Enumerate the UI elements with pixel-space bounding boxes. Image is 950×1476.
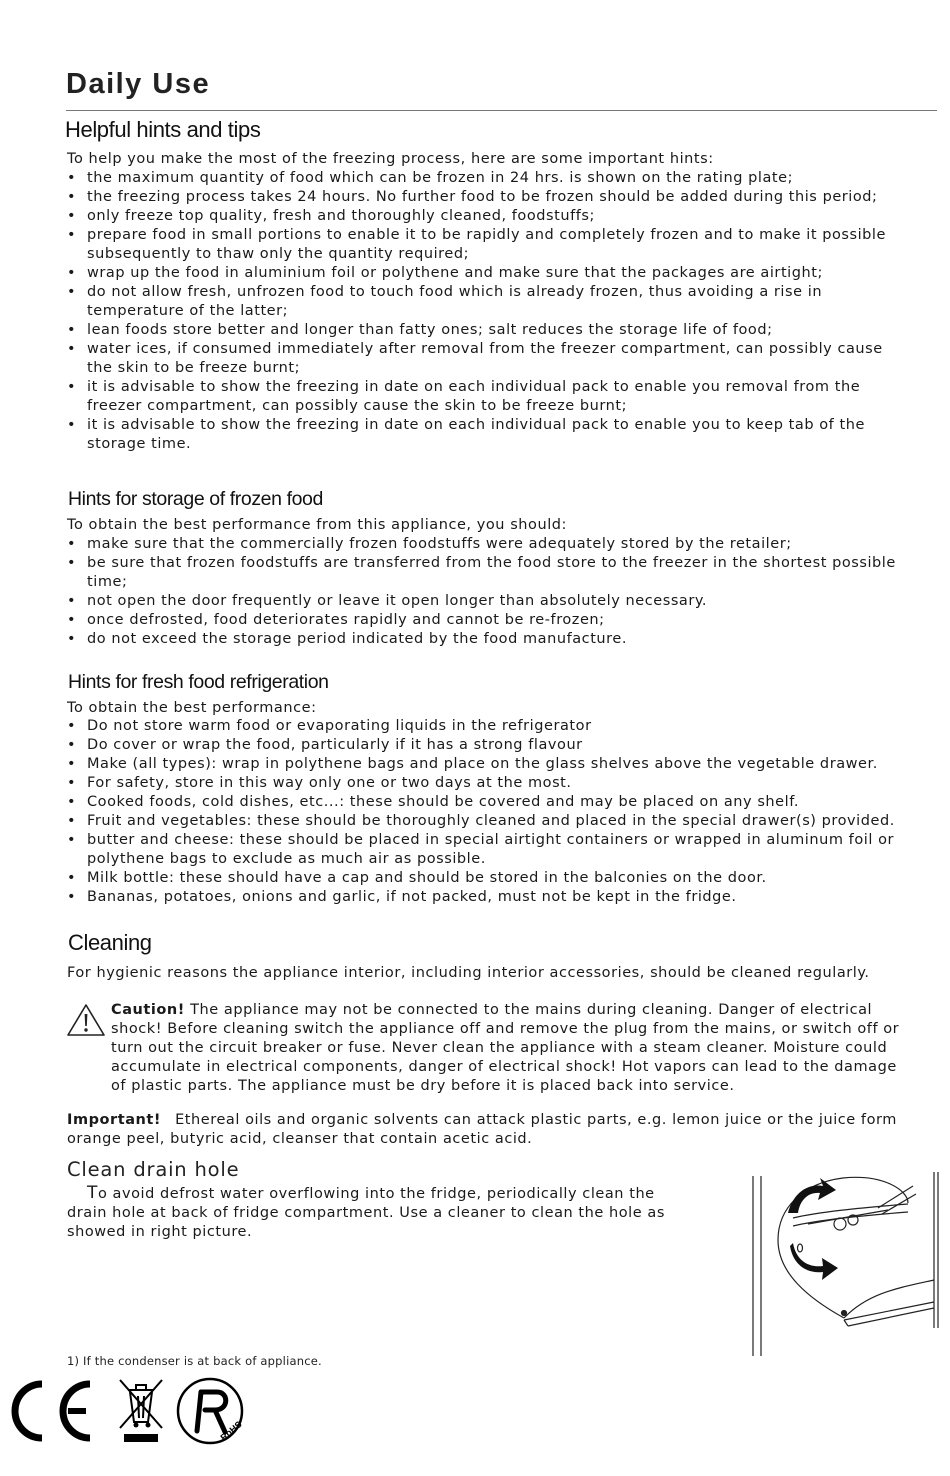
list-item <box>67 378 886 397</box>
list-item-text: Milk bottle: these should have a cap and should be stored in the balconies on the door. <box>87 870 767 886</box>
bullet-icon: • <box>67 631 77 647</box>
bullet-icon: • <box>67 170 77 186</box>
list-item-text: make sure that the commercially frozen foodstuffs were adequately stored by the retailer; <box>87 536 792 552</box>
bullet-icon: • <box>67 227 77 243</box>
important-line: Ethereal oils and organic solvents can attack plastic parts, e.g. lemon juice or the juice form <box>175 1112 897 1128</box>
list-item-text: storage time. <box>87 436 192 452</box>
list-item-continuation <box>67 435 886 454</box>
important-note <box>67 1111 897 1149</box>
list-item-text: prepare food in small portions to enable it to be rapidly and completely frozen and to make it possible <box>87 227 886 243</box>
list-item-text: the skin to be freeze burnt; <box>87 360 301 376</box>
bullet-icon: • <box>67 889 77 905</box>
list-item <box>67 226 886 245</box>
list-item-continuation <box>67 397 886 416</box>
list-item-text: Make (all types): wrap in polythene bags and place on the glass shelves above the vegetable drawer. <box>87 756 878 772</box>
list-item <box>67 321 886 340</box>
list-item <box>67 264 886 283</box>
helpful-list <box>67 169 886 454</box>
list-item <box>67 535 896 554</box>
drain-line: drain hole at back of fridge compartment. Use a cleaner to clean the hole as <box>67 1205 665 1221</box>
page-title: Daily Use <box>66 68 211 100</box>
list-item-text: time; <box>87 574 128 590</box>
list-item-text: water ices, if consumed immediately after removal from the freezer compartment, can possibly cause <box>87 341 883 357</box>
list-item-text: it is advisable to show the freezing in date on each individual pack to enable you to keep tab of the <box>87 417 865 433</box>
bullet-icon: • <box>67 417 77 433</box>
bullet-icon: • <box>67 379 77 395</box>
ce-mark-logo <box>6 1378 98 1444</box>
list-item <box>67 888 895 907</box>
list-item-text: do not allow fresh, unfrozen food to touch food which is already frozen, thus avoiding a rise in <box>87 284 823 300</box>
list-item <box>67 717 895 736</box>
list-item-text: once defrosted, food deteriorates rapidly and cannot be re-frozen; <box>87 612 605 628</box>
section-heading-storage: Hints for storage of frozen food <box>68 488 323 510</box>
bullet-icon: • <box>67 737 77 753</box>
section-heading-helpful: Helpful hints and tips <box>65 117 261 142</box>
list-item-text: Do cover or wrap the food, particularly if it has a strong flavour <box>87 737 583 753</box>
list-item-text: only freeze top quality, fresh and thoroughly cleaned, foodstuffs; <box>87 208 595 224</box>
list-item-text: temperature of the latter; <box>87 303 289 319</box>
important-label: Important! <box>67 1112 162 1128</box>
list-item-text: wrap up the food in aluminium foil or polythene and make sure that the packages are airtight; <box>87 265 823 281</box>
list-item-text: be sure that frozen foodstuffs are transferred from the food store to the freezer in the shortest possible <box>87 555 896 571</box>
list-item <box>67 812 895 831</box>
list-item <box>67 340 886 359</box>
fresh-list <box>67 717 895 907</box>
bullet-icon: • <box>67 775 77 791</box>
helpful-intro: To help you make the most of the freezing process, here are some important hints: <box>67 151 714 167</box>
bullet-icon: • <box>67 189 77 205</box>
list-item <box>67 169 886 188</box>
list-item <box>67 592 896 611</box>
list-item-continuation <box>67 245 886 264</box>
bullet-icon: • <box>67 718 77 734</box>
title-divider <box>66 110 937 111</box>
list-item <box>67 774 895 793</box>
bullet-icon: • <box>67 756 77 772</box>
cleaning-intro: For hygienic reasons the appliance interior, including interior accessories, should be cleaned regularly. <box>67 965 870 981</box>
list-item <box>67 793 895 812</box>
list-item-text: lean foods store better and longer than fatty ones; salt reduces the storage life of food; <box>87 322 773 338</box>
list-item-text: butter and cheese: these should be placed in special airtight containers or wrapped in aluminum foil or <box>87 832 894 848</box>
caution-line: shock! Before cleaning switch the appliance off and remove the plug from the mains, or switch off or <box>111 1021 900 1037</box>
list-item-text: Cooked foods, cold dishes, etc...: these should be covered and may be placed on any shelf. <box>87 794 799 810</box>
list-item <box>67 416 886 435</box>
list-item <box>67 736 895 755</box>
list-item <box>67 869 895 888</box>
list-item <box>67 207 886 226</box>
bullet-icon: • <box>67 612 77 628</box>
section-heading-cleaning: Cleaning <box>68 930 152 955</box>
drain-line: showed in right picture. <box>67 1224 253 1240</box>
list-item-text: do not exceed the storage period indicated by the food manufacture. <box>87 631 627 647</box>
bullet-icon: • <box>67 536 77 552</box>
list-item-text: the freezing process takes 24 hours. No further food to be frozen should be added during this period; <box>87 189 878 205</box>
footnote: 1) If the condenser is at back of appliance. <box>67 1354 322 1368</box>
bullet-icon: • <box>67 870 77 886</box>
bullet-icon: • <box>67 322 77 338</box>
caution-line: turn out the circuit breaker or fuse. Never clean the appliance with a steam cleaner. Moisture could <box>111 1040 888 1056</box>
rohs-logo <box>175 1376 247 1446</box>
fresh-intro: To obtain the best performance: <box>67 700 317 716</box>
drain-text <box>67 1184 665 1242</box>
caution-line: accumulate in electrical components, danger of electrical shock! Hot vapors can lead to the damage <box>111 1059 897 1075</box>
drain-cleaning-illustration <box>748 1168 940 1360</box>
list-item <box>67 611 896 630</box>
list-item <box>67 630 896 649</box>
list-item <box>67 283 886 302</box>
list-item <box>67 188 886 207</box>
caution-line: The appliance may not be connected to the mains during cleaning. Danger of electrical <box>190 1002 873 1018</box>
list-item-continuation <box>67 573 896 592</box>
section-heading-fresh: Hints for fresh food refrigeration <box>68 671 329 693</box>
drain-line: o avoid defrost water overflowing into the fridge, periodically clean the <box>97 1186 655 1202</box>
bullet-icon: • <box>67 794 77 810</box>
bullet-icon: • <box>67 341 77 357</box>
list-item-text: Bananas, potatoes, onions and garlic, if not packed, must not be kept in the fridge. <box>87 889 737 905</box>
list-item-continuation <box>67 302 886 321</box>
drain-first-letter: T <box>87 1183 98 1203</box>
storage-intro: To obtain the best performance from this appliance, you should: <box>67 517 567 533</box>
list-item-text: For safety, store in this way only one or two days at the most. <box>87 775 572 791</box>
storage-list <box>67 535 896 649</box>
important-line: orange peel, butyric acid, cleanser that contain acetic acid. <box>67 1131 533 1147</box>
list-item-continuation <box>67 359 886 378</box>
bullet-icon: • <box>67 265 77 281</box>
bullet-icon: • <box>67 555 77 571</box>
bullet-icon: • <box>67 832 77 848</box>
bullet-icon: • <box>67 284 77 300</box>
rohs-text: RoHS <box>218 1419 244 1443</box>
list-item-text: subsequently to thaw only the quantity required; <box>87 246 470 262</box>
caution-label: Caution! <box>111 1002 185 1018</box>
list-item-continuation <box>67 850 895 869</box>
list-item-text: it is advisable to show the freezing in date on each individual pack to enable you removal from the <box>87 379 861 395</box>
caution-line: of plastic parts. The appliance must be dry before it is placed back into service. <box>111 1078 735 1094</box>
weee-crossed-bin-icon <box>116 1374 166 1444</box>
list-item <box>67 554 896 573</box>
list-item-text: Do not store warm food or evaporating liquids in the refrigerator <box>87 718 592 734</box>
list-item <box>67 831 895 850</box>
drain-heading: Clean drain hole <box>67 1158 240 1181</box>
caution-text <box>111 1001 899 1096</box>
list-item-text: polythene bags to exclude as much air as possible. <box>87 851 486 867</box>
list-item-text: freezer compartment, can possibly cause the skin to be freeze burnt; <box>87 398 628 414</box>
bullet-icon: • <box>67 593 77 609</box>
bullet-icon: • <box>67 813 77 829</box>
bullet-icon: • <box>67 208 77 224</box>
list-item-text: the maximum quantity of food which can be frozen in 24 hrs. is shown on the rating plate; <box>87 170 794 186</box>
warning-triangle-icon <box>66 1003 106 1037</box>
list-item <box>67 755 895 774</box>
list-item-text: not open the door frequently or leave it open longer than absolutely necessary. <box>87 593 708 609</box>
list-item-text: Fruit and vegetables: these should be thoroughly cleaned and placed in the special drawer(s) provided. <box>87 813 895 829</box>
